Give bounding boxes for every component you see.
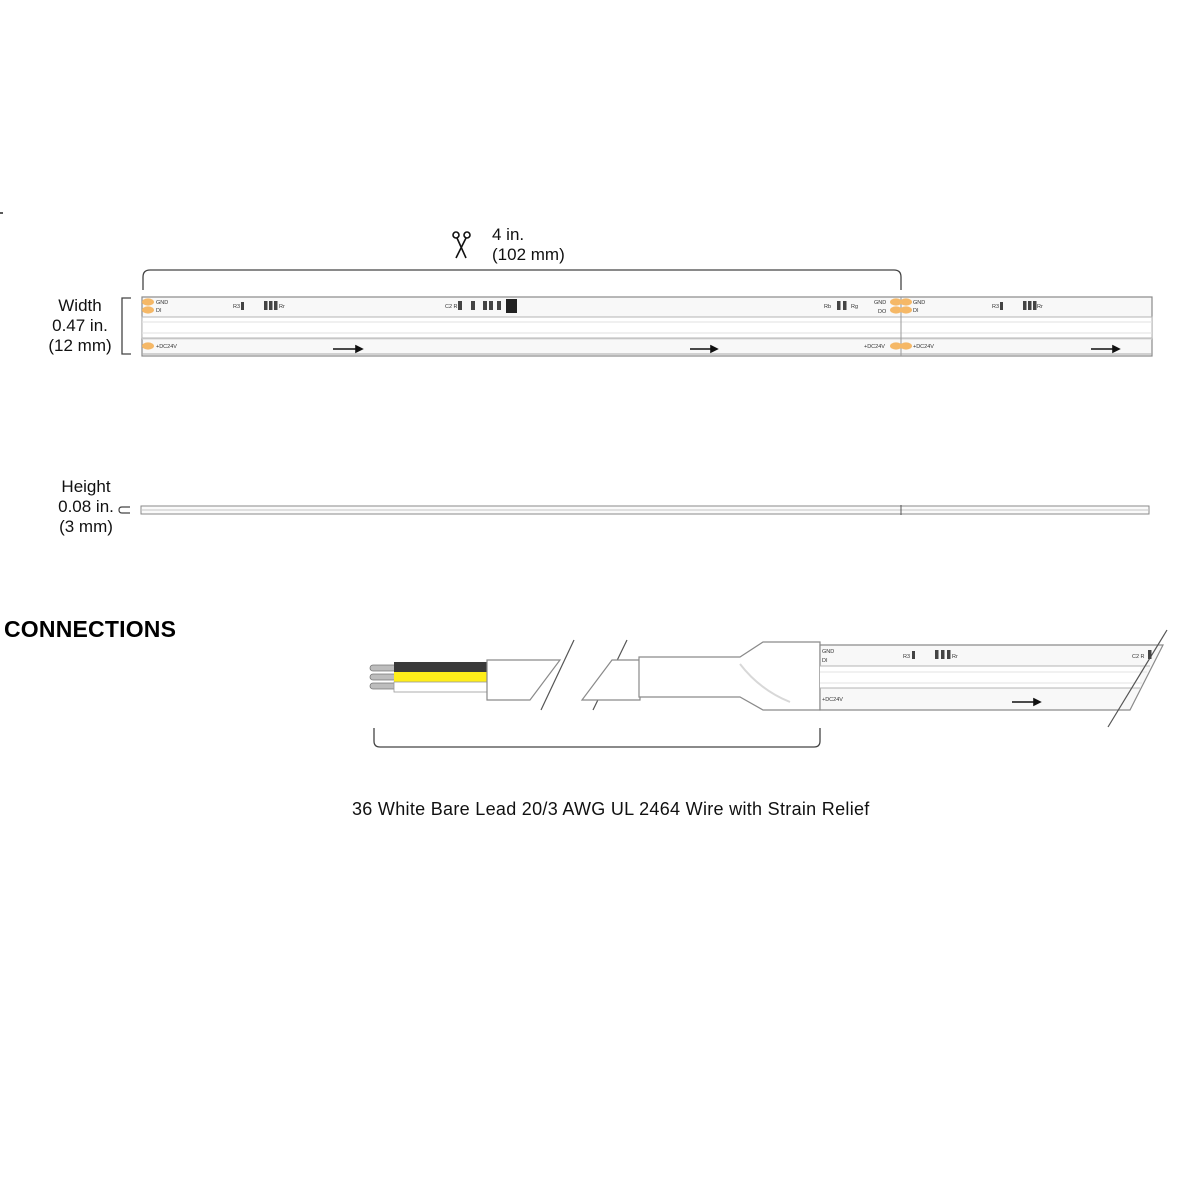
lead-wire-assembly [370,640,820,710]
pcb-label-rb: Rb [824,304,832,310]
scissors-icon [453,232,470,258]
height-value-mm: (3 mm) [59,517,113,536]
pcb-label-r3: R3 [233,304,241,310]
connection-length-bracket [374,728,820,747]
width-bracket [122,298,131,354]
strain-relief [639,642,820,710]
pcb-label-do: DO [878,309,887,315]
conductor-tip-2 [370,674,398,680]
pcb-label-dc24v-3: +DC24V [913,344,934,350]
height-value-in: 0.08 in. [58,497,114,516]
connection-strip-segment [820,630,1167,727]
width-value-in: 0.47 in. [52,316,108,335]
pcb-label-dc24v-2: +DC24V [864,344,885,350]
height-bracket [119,507,130,513]
height-title: Height [61,477,111,496]
pcb-label-rg: Rg [851,304,859,310]
conn-pcb-label-rr: Rr [952,654,958,660]
conductor-tip-1 [370,665,398,671]
pcb-label-r3-2: R3 [992,304,1000,310]
width-title: Width [58,296,102,315]
pcb-label-rr: Rr [279,304,285,310]
conn-pcb-label-di: DI [822,658,828,664]
strip-top-view [142,297,1152,356]
pcb-label-gnd-2: GND [874,300,887,306]
strip-side-view [141,505,1149,515]
width-value-mm: (12 mm) [48,336,112,355]
conn-pcb-label-c2r: C2 R [1132,654,1145,660]
conn-pcb-label-r3: R3 [903,654,911,660]
pcb-label-gnd-3: GND [913,300,926,306]
pcb-label-gnd: GND [156,300,169,306]
wire-black [394,662,488,672]
pcb-label-c2r: C2 R [445,304,458,310]
pcb-label-di: DI [156,308,162,314]
connections-caption: 36 White Bare Lead 20/3 AWG UL 2464 Wire with Strain Relief [352,799,870,819]
wire-yellow [394,672,488,682]
cable-jacket-right [582,660,640,700]
conn-pcb-label-gnd: GND [822,649,835,655]
cut-length-bracket [143,270,901,290]
wire-white [394,682,488,692]
pcb-label-dc24v: +DC24V [156,344,177,350]
pcb-label-di-2: DI [913,308,919,314]
connections-heading: CONNECTIONS [4,616,177,642]
pcb-label-rr-2: Rr [1037,304,1043,310]
cut-length-mm: (102 mm) [492,245,565,264]
cut-length-in: 4 in. [492,225,525,244]
conn-pcb-label-dc24v: +DC24V [822,697,843,703]
